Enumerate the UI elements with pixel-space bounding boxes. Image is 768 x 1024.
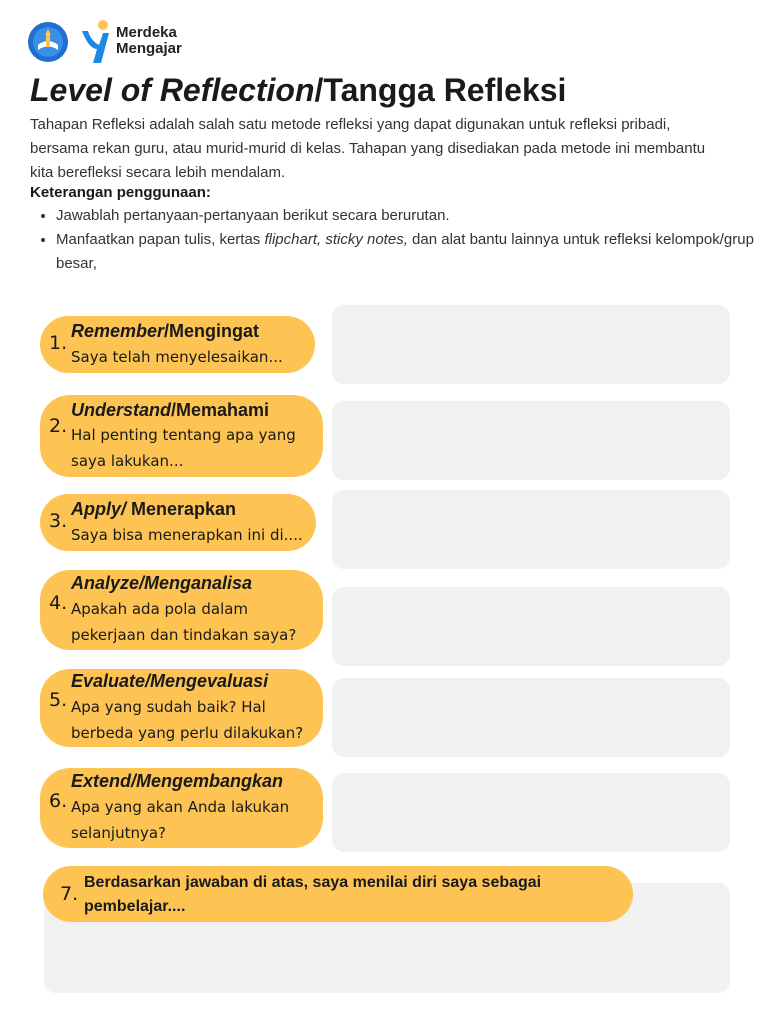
step-4-answer-box[interactable]	[332, 587, 730, 666]
step-7-pill	[43, 866, 633, 922]
title-italic: Level of Reflection	[30, 72, 315, 108]
step-number: 2.	[49, 415, 68, 437]
step-prompt: Saya bisa menerapkan ini di....	[71, 526, 303, 544]
step-title: Remember/Mengingat	[71, 321, 260, 341]
step-5-pill	[40, 669, 323, 747]
step-number: 1.	[49, 332, 68, 354]
step-prompt: Apakah ada pola dalam pekerjaan dan tindakan saya?	[71, 600, 297, 644]
step-1-pill	[40, 316, 315, 373]
step-1-answer-box[interactable]	[332, 305, 730, 384]
step-number: 3.	[49, 510, 68, 532]
brand-name	[116, 25, 182, 57]
step-number: 4.	[49, 592, 68, 614]
brand-line2: Mengajar	[116, 40, 182, 57]
step-5-answer-box[interactable]	[332, 678, 730, 757]
step-3-answer-box[interactable]	[332, 490, 730, 569]
intro-paragraph: Tahapan Refleksi adalah salah satu metode refleksi yang dapat digunakan untuk refleksi pribadi, bersama rekan guru, atau murid-murid di kelas. Tahapan yang disediakan pada metode ini membantu kita berefleksi secara lebih mendalam.	[30, 116, 706, 181]
merdeka-mengajar-logo-icon	[79, 19, 111, 65]
step-prompt: Saya telah menyelesaikan...	[71, 348, 283, 366]
step-number: 7.	[60, 883, 79, 905]
step-title: Apply/ Menerapkan	[71, 499, 237, 519]
step-4-pill	[40, 570, 323, 650]
step-2-pill	[40, 395, 323, 477]
usage-list	[30, 204, 756, 276]
step-prompt: Hal penting tentang apa yang saya lakukan...	[71, 426, 296, 470]
brand-line1: Merdeka	[116, 24, 177, 41]
ministry-logo-icon	[27, 21, 69, 63]
usage-item-1: • Jawablah pertanyaan-pertanyaan berikut secara berurutan.	[56, 204, 756, 228]
step-title: Analyze/Menganalisa	[71, 573, 253, 593]
step-6-answer-box[interactable]	[332, 773, 730, 852]
step-7-prompt: Berdasarkan jawaban di atas, saya menilai diri saya sebagai pembelajar....	[84, 874, 542, 915]
step-6-pill	[40, 768, 323, 848]
step-prompt: Apa yang akan Anda lakukan selanjutnya?	[71, 798, 290, 842]
usage-heading: Keterangan penggunaan:	[30, 184, 211, 201]
step-2-answer-box[interactable]	[332, 401, 730, 480]
step-title: Extend/Mengembangkan	[71, 771, 284, 791]
step-number: 6.	[49, 790, 68, 812]
step-number: 5.	[49, 689, 68, 711]
usage-item-2: • Manfaatkan papan tulis, kertas flipchart, sticky notes, dan alat bantu lainnya untuk refleksi kelompok/grup besar,	[56, 228, 756, 276]
step-3-pill	[40, 494, 316, 551]
title-regular: /Tangga Refleksi	[314, 72, 567, 108]
step-title: Understand/Memahami	[71, 400, 270, 420]
page-title	[30, 72, 566, 109]
step-title: Evaluate/Mengevaluasi	[71, 671, 269, 691]
step-prompt: Apa yang sudah baik? Hal berbeda yang perlu dilakukan?	[71, 698, 304, 742]
